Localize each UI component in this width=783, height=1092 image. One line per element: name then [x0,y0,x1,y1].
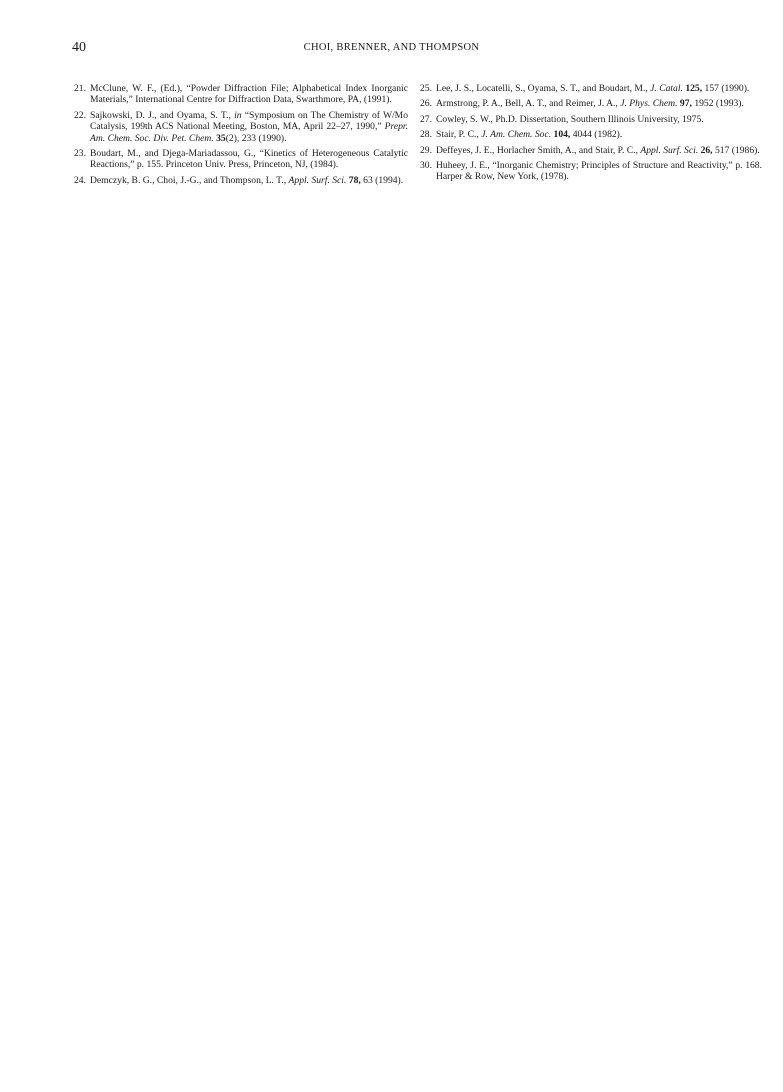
reference-entry [422,145,762,156]
reference-text: 157 (1990). [702,83,750,94]
reference-number: 26 . [418,98,432,109]
references-left-column [76,83,408,190]
reference-italic-text: Appl. Surf. Sci. [640,144,699,156]
reference-text: “Symposium on The Chemistry of W/Mo Catalysis, 199th ACS National Meeting, Boston, MA, April 22–27, 1990,” [90,109,409,133]
reference-volume: 125, [685,83,703,94]
reference-italic-text: J. Catal. [650,83,683,94]
reference-text: (2), 233 (1990). [225,132,287,144]
reference-text: Demczyk, B. G., Choi, J.-G., and Thompson, L. T., [90,174,289,186]
reference-text: Sajkowski, D. J., and Oyama, S. T., [90,109,235,121]
reference-number: 28 . [418,129,432,140]
reference-volume: 78, [348,174,361,186]
reference-number: 22 . [72,110,86,121]
reference-text: 1952 (1993). [691,98,744,110]
reference-text: 517 (1986). [712,144,760,156]
reference-volume: 97, [679,98,692,110]
reference-text: Boudart, M., and Djega-Mariadassou, G., “Kinetics of Heterogeneous Catalytic Reactions,” p. 155. Princeton Univ. Press, Princeton, NJ, (1984). [90,148,408,171]
reference-text: Stair, P. C., [436,129,482,141]
reference-text: 63 (1994). [360,174,404,186]
reference-italic-text: Prepr. Am. Chem. Soc. Div. Pet. Chem. [90,121,408,144]
reference-number: 27 . [418,114,432,125]
reference-entry [76,148,408,171]
reference-entry [76,83,408,106]
reference-volume: 26, [700,144,713,156]
reference-entry [422,129,762,140]
reference-text: Deffeyes, J. E., Horlacher Smith, A., and Stair, P. C., [436,144,641,156]
reference-text: 4044 (1982). [570,129,623,141]
reference-number: 25 . [418,83,432,94]
running-head: CHOI, BRENNER, AND THOMPSON [303,42,480,53]
reference-volume: 104, [553,129,571,141]
reference-entry [422,114,762,125]
reference-number: 29 . [418,145,432,156]
reference-text: McClune, W. F., (Ed.), “Powder Diffraction File; Alphabetical Index Inorganic Materials,” International Centre for Diffraction Data, Swarthmore, PA, (1991). [90,83,408,106]
reference-text: Lee, J. S., Locatelli, S., Oyama, S. T., and Boudart, M., [436,83,651,94]
reference-number: 24 . [72,175,86,186]
reference-text: Cowley, S. W., Ph.D. Dissertation, Southern Illinois University, 1975. [436,113,704,125]
reference-volume: 35 [216,132,226,144]
reference-entry [422,83,762,94]
reference-text: Huheey, J. E., “Inorganic Chemistry; Principles of Structure and Reactivity,” p. 168. Harper & Row, New York, (1978). [436,160,762,183]
reference-italic-text: J. Phys. Chem. [620,98,678,110]
reference-number: 30 . [418,160,432,171]
reference-entry [76,175,408,186]
reference-entry [422,98,762,109]
reference-italic-text: Appl. Surf. Sci. [288,174,347,186]
page-number: 40 [72,40,86,55]
reference-number: 21 . [72,83,86,94]
reference-italic-text: in [234,109,242,121]
reference-text: Armstrong, P. A., Bell, A. T., and Reimer, J. A., [436,98,621,110]
references-right-column [422,83,762,187]
reference-entry [76,110,408,144]
reference-italic-text: J. Am. Chem. Soc. [481,129,552,141]
reference-entry [422,160,762,183]
reference-number: 23 . [72,148,86,159]
